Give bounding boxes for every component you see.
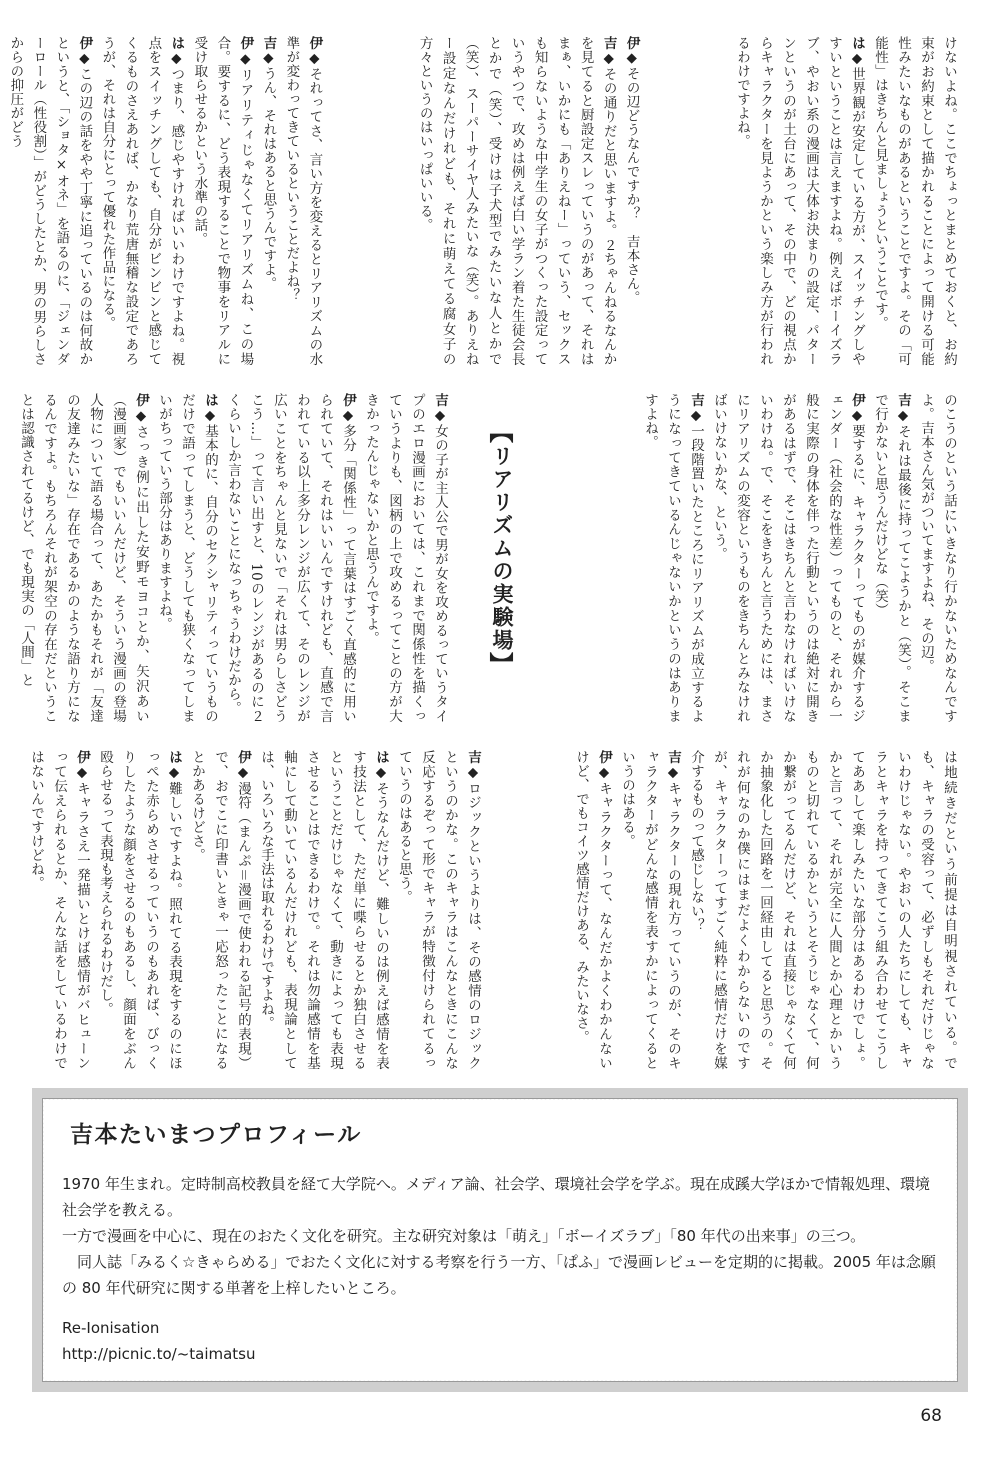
dialogue-paragraph (279, 36, 325, 366)
text-column (549, 393, 960, 723)
dialogue-text: その通りだと思いますよ。２ちゃんねるなんかを見てると厨設定スレっていうのがあって、それはまぁ、いかにも「ありえねー」っていう、セックスも知らないような中学生の女子がつくった設定っていうやつで、攻めは例えば白い学ラン着た生徒会長とかで（笑）、受けは子犬型でみたいな人とかで（笑）、スーパーサイヤ人みたいな（笑）。ありえねー設定なんだけれども、それに萌えてる腐女子の方々というのはいっぱいいる。 (416, 36, 617, 366)
dialogue-text: 難しいですよね。照れてる表現をするのにほっぺた赤らめさせるっていうのもあれば、びっくりしたような顔をさせるのもあるし、顔面をぶん殴らせるって表現も考えられるわけだし。 (97, 750, 182, 1071)
dialogue-paragraph (914, 393, 960, 723)
speaker-mark: 伊◆ (849, 393, 865, 424)
dialogue-text: 世界観が安定している方が、スイッチングしやすいということは言えますよね。例えばボーイズラブ、やおい系の漫画は大体お決まりの設定、パターンというのが土台にあって、その中で、どの視点からキャラクターを見ようかという楽しみ方が行われるわけですよね。 (734, 36, 865, 366)
dialogue-paragraph (684, 750, 960, 1070)
text-band-1 (7, 36, 960, 367)
profile-title: 吉本たいまつプロフィール (70, 1122, 362, 1148)
speaker-mark: 吉◆ (688, 393, 704, 424)
speaker-mark: は◆ (849, 36, 865, 67)
speaker-mark: 伊◆ (623, 36, 640, 67)
dialogue-paragraph (14, 393, 152, 723)
dialogue-paragraph (152, 393, 221, 723)
dialogue-paragraph (569, 750, 615, 1070)
speaker-mark: 吉◆ (465, 750, 481, 782)
dialogue-paragraph (185, 750, 254, 1070)
text-column (18, 393, 451, 724)
dialogue-paragraph (254, 750, 392, 1070)
text-band-3 (28, 750, 960, 1071)
dialogue-paragraph (221, 393, 359, 723)
site-url-link[interactable]: http://picnic.to/~taimatsu (62, 1345, 256, 1363)
dialogue-text: そうなんだけど、難しいのは例えば感情を表す技法として、ただ単に喋らせるとか独白させるということだけじゃなくて、動きによっても表現させることはできるわけで。それは勿論感情を基軸にして動いているんだけれども、表現論としては、いろいろな手法は取れるわけですよね。 (258, 750, 389, 1071)
speaker-mark: は◆ (202, 393, 218, 424)
page-number: 68 (920, 1406, 942, 1426)
dialogue-text: つまり、感じやすければいいわけですよね。視点をスイッチングしても、自分がビンビンと感じてくるものさえあれば、かなり荒唐無稽な設定であろうが、それは自分にとって優れた作品になる。 (99, 36, 185, 366)
dialogue-text: けないよね。ここでちょっとまとめておくと、お約束がお約束として描かれることによって開ける可能性みたいなものがあるということですよ。その「可能性」はきちんと見ましょうということです。 (872, 36, 957, 366)
profile-paragraph: 1970 年生まれ。定時制高校教員を経て大学院へ。メディア論、社会学、環境社会学を学ぶ。現在成蹊大学ほかで情報処理、環境社会学を教える。 (62, 1175, 930, 1219)
dialogue-paragraph (868, 36, 960, 366)
speaker-mark: 伊◆ (340, 393, 356, 424)
dialogue-paragraph (638, 393, 707, 723)
dialogue-text: それは最後に持ってこようかと（笑）。そこまで行かないと思うんだけどな（笑） (872, 393, 911, 724)
site-name: Re-Ionisation (62, 1319, 160, 1337)
dialogue-paragraph (620, 36, 643, 366)
dialogue-paragraph (187, 36, 256, 366)
dialogue-text: リアリティじゃなくてリアリズムね、この場合。要するに、どう表現することで物事をリアルに受け取らせるかという水準の話。 (191, 36, 254, 367)
speaker-mark: は◆ (168, 36, 185, 67)
speaker-mark: 伊◆ (133, 393, 149, 426)
text-column (675, 36, 960, 366)
heading-text: リアリズムの実験場 (490, 445, 514, 652)
dialogue-paragraph (413, 36, 620, 366)
dialogue-text: キャラクターの現れ方っていうのが、そのキャラクターがどんな感情を表すかによってくるというのはある。 (619, 750, 681, 1071)
dialogue-paragraph (359, 393, 451, 723)
speaker-mark: 伊◆ (237, 36, 254, 69)
speaker-mark: 吉◆ (432, 393, 448, 424)
text-band-2 (18, 393, 960, 724)
dialogue-text: 漫符（まんぷ＝漫画で使われる記号的表現）で、おでこに印書いときゃ一応怒ったことになるとかあるけどさ。 (189, 750, 251, 1071)
speaker-mark: 吉◆ (895, 393, 911, 425)
dialogue-text: この辺の話をやや丁寧に追っているのは何故かというと、「ショタ×オネ」を語るのに、「ジェンダーロール（性役割）」がどうしたとか、男の男らしさからの抑圧がどう (7, 36, 93, 366)
dialogue-paragraph (256, 36, 279, 366)
dialogue-text: その辺どうなんですか？ 吉本さん。 (623, 66, 640, 305)
dialogue-text: 要するに、キャラクターってものが媒介するジェンダー（社会的な性差）ってものと、それから一般に実際の身体を伴った行動というのは絶対に開きがあるはずで、そこはきちんと言わなければいけないわけね。で、そこをきちんと言うためには、まさにリアリズムの変容というものをきちんとみなければいけないかな、という。 (711, 393, 865, 723)
dialogue-text: 多分「関係性」って言葉はすごく直感的に用いられていて、それはいいんですけれども、直感で言われている以上多分レンジが広くて、そのレンジが広いことをちゃんと見ないで「それは男らしさどうこう…」って言い出すと、10のレンジがあるのに２くらいしか言わないことになっちゃうわけだから。 (225, 393, 356, 723)
profile-content (44, 1100, 956, 1380)
speaker-mark: 伊◆ (74, 750, 90, 782)
dialogue-text: は地続きだという前提は自明視されている。でも、キャラの受容って、必ずしもそれだけじゃないわけじゃない。やおいの人たちにしても、キャラとキャラを持ってきてこう組み合わせてこうしてああして楽しみたいな部分はあるわけでしょ。かと言って、それが完全に人間とか心理とかいうものと切れているかというとそうじゃなくて、何か繋がってるんだけど、それは直接じゃなくて何か抽象化した回路を一回経由してると思うの。それが何なのか僕にはまだよくわからないのですが、キャラクターってすごく純粋に感情だけを媒介するものって感じしない？ (688, 750, 957, 1070)
text-column (7, 36, 325, 367)
dialogue-text: 基本的に、自分のセクシャリティっていうものだけで語ってしまうと、どうしても狭くなってしまいがちっていう部分はありますよね。 (156, 393, 218, 723)
dialogue-text: ロジックというよりは、その感情のロジックというのかな。このキャラはこんなときにこんな反応するぞって形でキャラが特徴付けられてるっていうのはあると思う。 (396, 750, 481, 1071)
speaker-mark: 吉◆ (665, 750, 681, 782)
dialogue-paragraph (868, 393, 914, 723)
dialogue-paragraph (615, 750, 684, 1070)
profile-paragraph: 一方で漫画を中心に、現在のおたく文化を研究。主な研究対象は「萌え」「ボーイズラブ」「80 年代の出来事」の三つ。 (62, 1227, 866, 1245)
speaker-mark: 伊◆ (596, 750, 612, 782)
heading-bracket-close: 】 (485, 652, 513, 678)
speaker-mark: は◆ (373, 750, 389, 782)
dialogue-paragraph (93, 750, 185, 1070)
speaker-mark: 吉◆ (600, 36, 617, 67)
profile-box (32, 1088, 968, 1392)
speaker-mark: 伊◆ (235, 750, 251, 782)
profile-paragraph: 同人誌「みるく☆きゃらめる」でおたく文化に対する考察を行う一方、「ぱふ」で漫画レビューを定期的に掲載。2005 年は念願の 80 年代研究に関する単著を上梓したいところ。 (62, 1253, 936, 1297)
dialogue-paragraph (392, 750, 484, 1070)
dialogue-text: のこうのという話にいきなり行かないためなんですよ。吉本さん気がついてますよね、その辺。 (918, 393, 957, 723)
section-heading (483, 393, 517, 723)
dialogue-paragraph (95, 36, 187, 366)
speaker-mark: 吉◆ (260, 36, 277, 67)
text-column (357, 36, 642, 366)
dialogue-text: 一段階置いたところにリアリズムが成立するようになってきているんじゃないかというのはありますよね。 (642, 393, 704, 723)
speaker-mark: 伊◆ (306, 36, 323, 67)
dialogue-paragraph (24, 750, 93, 1070)
dialogue-text: それってさ、言い方を変えるとリアリズムの水準が変わってきているということだよね？ (283, 36, 323, 366)
text-column (516, 750, 960, 1070)
dialogue-paragraph (730, 36, 868, 366)
dialogue-text: キャラさえ一発描いとけば感情がバヒューンって伝えられるとか、そんな話をしているわけではないんですけどね。 (28, 750, 90, 1071)
speaker-mark: は◆ (166, 750, 182, 782)
heading-bracket-open: 【 (485, 419, 513, 445)
text-column (28, 750, 484, 1071)
dialogue-text: うん、それはあると思うんですよ。 (260, 66, 277, 291)
speaker-mark: 伊◆ (76, 36, 93, 67)
dialogue-text: さっき例に出した安野モヨコとか、矢沢あい（漫画家）でもいいんだけど、そういう漫画の登場人物について語る場合って、あたかもそれが「友達の友達みたいな」存在であるかのような語り方になるんですよ。もちろんそれが架空の存在だということは認識されてるけど、でも現実の「人間」と (18, 393, 149, 724)
dialogue-paragraph (3, 36, 95, 366)
dialogue-text: 女の子が主人公で男が女を攻めるっていうタイプのエロ漫画においては、これまで関係性を描くっていうよりも、図柄の上で攻めるってことの方が大きかったんじゃないかと思うんですよ。 (363, 393, 448, 723)
dialogue-text: キャラクターって、なんだかよくわかんないけど、でもコイツ感情だけある、みたいなさ。 (573, 750, 612, 1071)
dialogue-paragraph (707, 393, 868, 723)
